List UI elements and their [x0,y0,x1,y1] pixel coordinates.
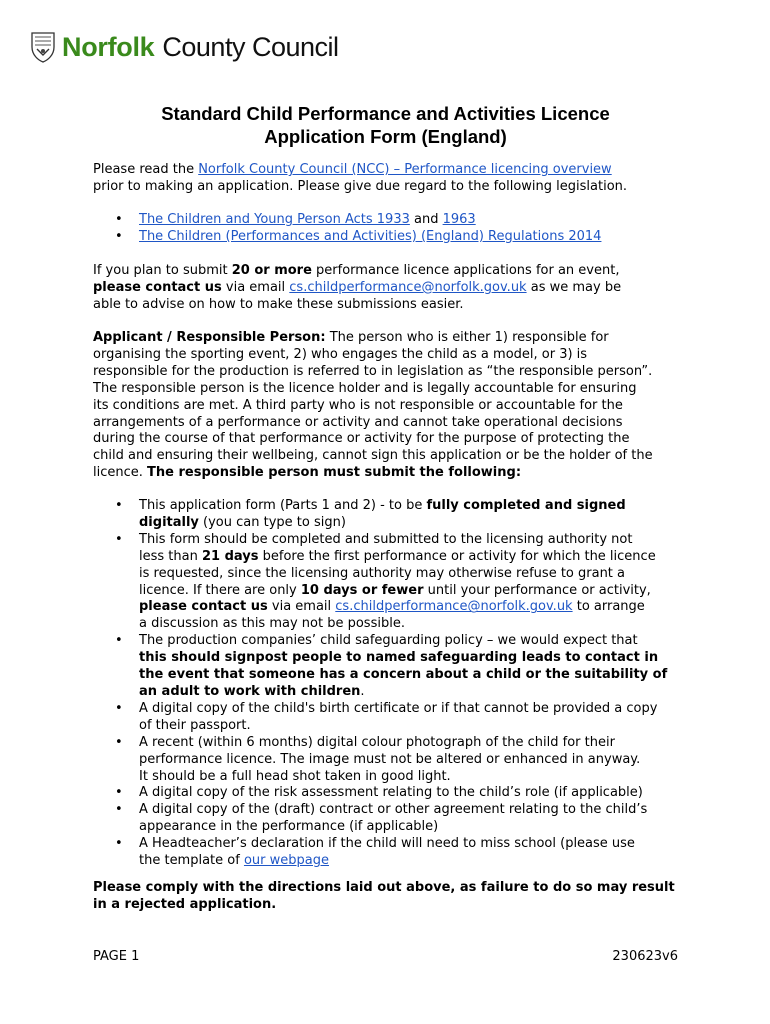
list-item: • The Children (Performances and Activities) (England) Regulations 2014 [115,228,602,244]
req-bold: 10 days or fewer [300,582,424,598]
list-item: • This form should be completed and submitted to the licensing authority not less than 21 days before the first performance or activity for which the licence is requested, since the licensing authority may otherwise refuse to grant a licence. If there are only 10 days or fewer until your performance or activity, please contact us via email cs.childperformance@norfolk.gov.uk to arrange a discussion as this may not be possible. [93,532,693,633]
applicant-text: during the course of that performance or activity for the purpose of protecting the [93,431,630,447]
list-item: • A Headteacher’s declaration if the child will need to miss school (please use the template of our webpage [93,836,693,870]
contact-paragraph [93,263,693,314]
contact-text: via email [221,279,290,295]
applicant-text: child and ensuring their wellbeing, cannot sign this application or be the holder of the [93,448,653,464]
list-item: • A digital copy of the risk assessment relating to the child’s role (if applicable) [93,785,693,802]
our-webpage-link[interactable]: our webpage [243,853,329,869]
contact-text: performance licence applications for an event, [311,263,620,278]
req-bold: this should signpost people to named safeguarding leads to contact in [139,650,659,666]
page-number: PAGE 1 [93,949,140,964]
list-item: • The production companies’ child safeguarding policy – we would expect that this should signpost people to named safeguarding leads to contact in the event that someone has a concern about a child or the suitability of an adult to work with children. [93,633,693,701]
req-text: The production companies’ child safeguarding policy – we would expect that [139,633,638,649]
norfolk-crest-icon [30,31,56,63]
req-bold: 21 days [201,548,259,564]
intro-text: Please read the [93,162,199,177]
regulations-2014-link[interactable]: The Children (Performances and Activities) (England) Regulations 2014 [139,228,602,244]
list-item: • A digital copy of the (draft) contract or other agreement relating to the child’s appearance in the performance (if applicable) [93,802,693,836]
req-text: to arrange [572,599,645,615]
req-text: A Headteacher’s declaration if the child will need to miss school (please use [139,836,635,852]
req-text: A recent (within 6 months) digital colour photograph of the child for their [139,734,615,750]
req-text: of their passport. [139,717,251,733]
req-text: a discussion as this may not be possible. [139,616,405,632]
ncc-overview-link[interactable]: Norfolk County Council (NCC) – Performance licencing overview [198,162,612,177]
legislation-list [93,212,693,246]
list-item: • A recent (within 6 months) digital colour photograph of the child for their performance licence. The image must not be altered or enhanced in anyway. It should be a full head shot taken in good light. [93,735,693,786]
req-text: licence. If there are only [139,582,301,598]
list-text: and [409,212,443,227]
req-text: the template of [139,853,244,869]
email-link[interactable]: cs.childperformance@norfolk.gov.uk [289,279,527,295]
brand-name-light: County Council [162,31,339,62]
children-acts-1933-link[interactable]: The Children and Young Person Acts 1933 [139,212,410,227]
req-text: A digital copy of the (draft) contract or other agreement relating to the child’s [139,802,648,818]
contact-bold: 20 or more [231,263,312,278]
req-text: A digital copy of the child's birth certificate or if that cannot be provided a copy [139,700,658,716]
intro-text-2: prior to making an application. Please give due regard to the following legislation. [93,178,628,194]
applicant-heading: Applicant / Responsible Person: [93,330,326,345]
header-logo [30,28,339,66]
req-text: . [360,683,365,699]
contact-text: as we may be [526,279,622,295]
contact-bold: please contact us [93,279,222,295]
act-1963-link[interactable]: 1963 [442,212,476,227]
list-item: • A digital copy of the child's birth certificate or if that cannot be provided a copy of their passport. [93,701,693,735]
req-text: This form should be completed and submitted to the licensing authority not [139,531,633,547]
version-label: 230623v6 [612,949,678,964]
req-text: less than [139,548,202,564]
req-text: before the first performance or activity for which the licence [258,548,656,564]
list-item: • The Children and Young Person Acts 1933 and 1963 [115,212,476,227]
req-text: appearance in the performance (if applicable) [139,819,439,835]
req-text: It should be a full head shot taken in good light. [139,768,451,784]
email-link-2[interactable]: cs.childperformance@norfolk.gov.uk [335,599,573,615]
req-text: This application form (Parts 1 and 2) - to be [139,498,427,513]
req-bold: please contact us [139,599,268,615]
req-text: performance licence. The image must not be altered or enhanced in anyway. [139,751,641,767]
contact-text: able to advise on how to make these submissions easier. [93,296,464,312]
applicant-text: responsible for the production is referred to in legislation as “the responsible person”. [93,363,653,379]
applicant-text: licence. [93,465,148,481]
warning-text: in a rejected application. [93,896,277,912]
requirements-list [93,498,693,870]
applicant-text: its conditions are met. A third party who is not responsible or accountable for the [93,397,623,413]
req-text: A digital copy of the risk assessment relating to the child’s role (if applicable) [139,785,643,801]
warning-paragraph [93,880,693,914]
req-bold: fully completed and signed [426,498,626,513]
contact-text: If you plan to submit [93,263,232,278]
req-text: (you can type to sign) [198,514,346,530]
applicant-text: arrangements of a performance or activity and cannot take operational decisions [93,414,623,430]
applicant-paragraph [93,330,693,482]
applicant-text: The person who is either 1) responsible for [325,330,609,345]
applicant-text: organising the sporting event, 2) who engages the child as a model, or 3) is [93,346,588,362]
page-title [93,102,678,148]
brand-name-bold: Norfolk [62,31,155,62]
req-bold: an adult to work with children [139,683,361,699]
req-text: is requested, since the licensing authority may otherwise refuse to grant a [139,565,626,581]
req-text: via email [267,599,336,615]
title-line-2: Application Form (England) [264,126,507,147]
applicant-text: The responsible person is the licence holder and is legally accountable for ensuring [93,380,637,396]
title-line-1: Standard Child Performance and Activities Licence [161,103,610,124]
req-bold: the event that someone has a concern about a child or the suitability of [139,667,668,683]
list-item: • This application form (Parts 1 and 2) - to be fully completed and signed digitally (you can type to sign) [115,498,626,530]
req-text: until your performance or activity, [423,582,651,598]
applicant-bold: The responsible person must submit the following: [147,465,522,481]
intro-paragraph [93,162,693,196]
req-bold: digitally [139,514,199,530]
warning-text: Please comply with the directions laid out above, as failure to do so may result [93,880,675,895]
